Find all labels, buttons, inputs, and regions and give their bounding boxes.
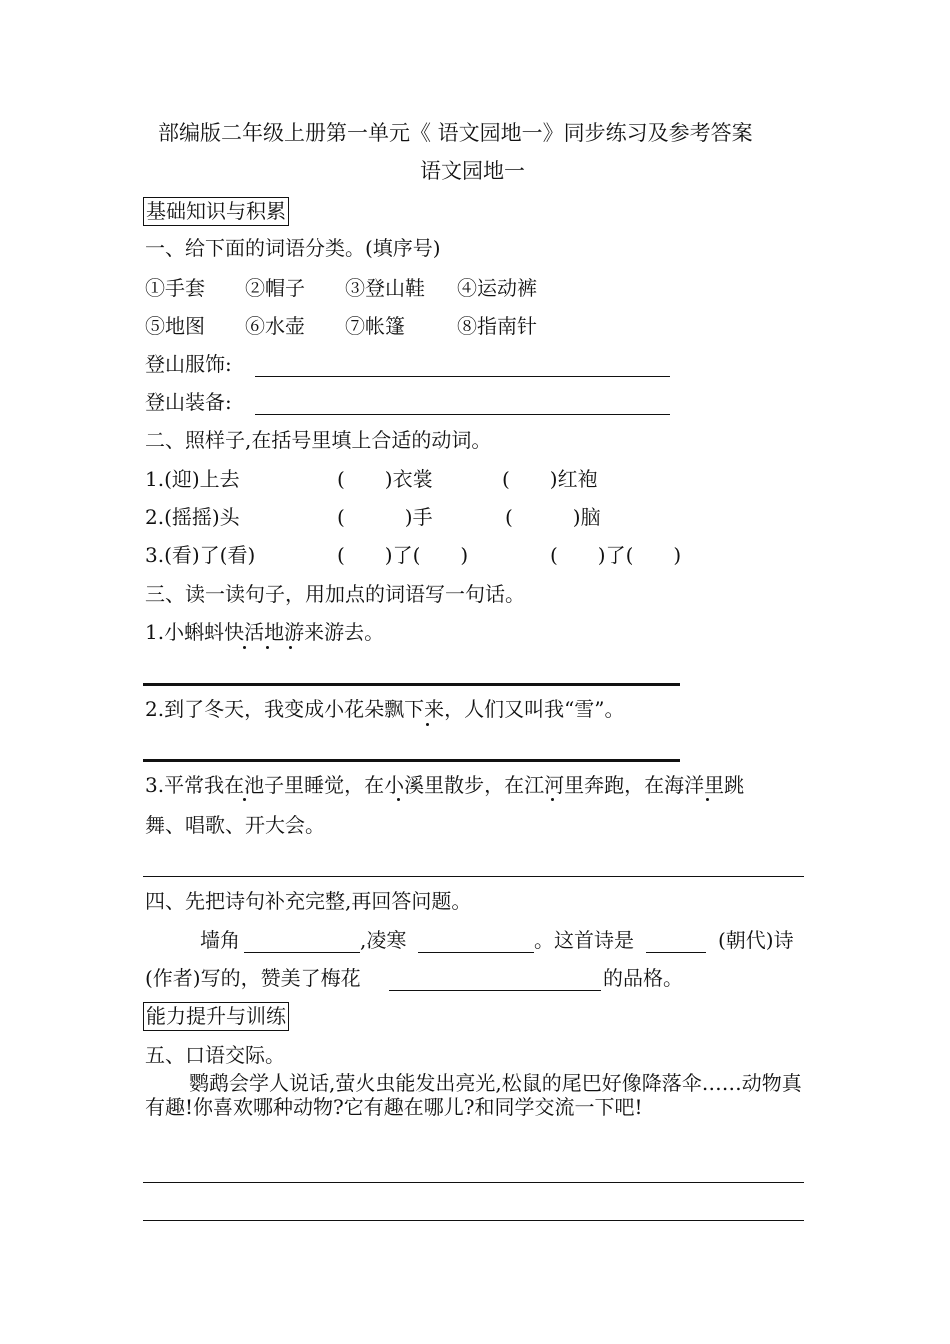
poem-text-5: (作者)写的，赞美了梅花 bbox=[145, 966, 361, 990]
q3-sentence-1: 1.小蝌蚪快活地游来游去。 bbox=[145, 620, 385, 644]
emphasis-dot bbox=[289, 646, 292, 649]
q1-item-7: ⑦帐篷 bbox=[345, 314, 405, 338]
poem-text-6: 的品格。 bbox=[603, 966, 683, 990]
q1-heading: 一、给下面的词语分类。(填序号) bbox=[145, 236, 441, 260]
answer-line-clothing[interactable] bbox=[255, 376, 670, 377]
emphasis-dot bbox=[551, 798, 554, 801]
section-heading-ability: 能力提升与训练 bbox=[143, 1002, 289, 1031]
emphasis-dot bbox=[243, 798, 246, 801]
poem-blank-1[interactable] bbox=[244, 952, 360, 953]
q3-sentence-3a: 3.平常我在池子里睡觉，在小溪里散步，在江河里奔跑，在海洋里跳 bbox=[145, 773, 745, 797]
quality-blank[interactable] bbox=[389, 990, 601, 991]
poem-text-2: ,凌寒 bbox=[360, 928, 407, 952]
q1-item-2: ②帽子 bbox=[245, 276, 305, 300]
q4-heading: 四、先把诗句补充完整,再回答问题。 bbox=[145, 889, 472, 913]
poem-text-4: (朝代)诗 bbox=[718, 928, 794, 952]
q2-row3-example: 3.(看)了(看) bbox=[145, 543, 256, 567]
poem-text-1: 墙角 bbox=[200, 928, 240, 952]
poem-blank-2[interactable] bbox=[418, 952, 534, 953]
q1-item-3: ③登山鞋 bbox=[345, 276, 425, 300]
poem-text-3: 。这首诗是 bbox=[534, 928, 634, 952]
q3-heading: 三、读一读句子，用加点的词语写一句话。 bbox=[145, 582, 525, 606]
emphasis-dot bbox=[397, 798, 400, 801]
q5-heading: 五、口语交际。 bbox=[145, 1043, 285, 1067]
answer-line-s1[interactable] bbox=[143, 683, 680, 686]
document-subtitle: 语文园地一 bbox=[420, 159, 525, 183]
section-heading-basics: 基础知识与积累 bbox=[143, 197, 289, 226]
answer-line-s2[interactable] bbox=[143, 759, 680, 762]
answer-line-q5-2[interactable] bbox=[143, 1220, 804, 1221]
dynasty-blank[interactable] bbox=[646, 952, 706, 953]
q3-sentence-3b: 舞、唱歌、开大会。 bbox=[145, 813, 325, 837]
q1-label-equipment: 登山装备: bbox=[145, 390, 232, 414]
emphasis-dot bbox=[706, 798, 709, 801]
q2-row2-example: 2.(摇摇)头 bbox=[145, 505, 240, 529]
q1-item-8: ⑧指南针 bbox=[457, 314, 537, 338]
q2-row2-blank2[interactable]: ( )脑 bbox=[505, 505, 601, 529]
q2-heading: 二、照样子,在括号里填上合适的动词。 bbox=[145, 428, 492, 452]
q3-sentence-2: 2.到了冬天，我变成小花朵飘下来，人们又叫我“雪”。 bbox=[145, 697, 625, 721]
answer-line-s3[interactable] bbox=[143, 876, 804, 877]
q2-row2-blank1[interactable]: ( )手 bbox=[337, 505, 433, 529]
q2-row1-blank1[interactable]: ( )衣裳 bbox=[337, 467, 433, 491]
q1-item-1: ①手套 bbox=[145, 276, 205, 300]
emphasis-dot bbox=[426, 723, 429, 726]
emphasis-dot bbox=[243, 646, 246, 649]
q1-item-4: ④运动裤 bbox=[457, 276, 537, 300]
emphasis-dot bbox=[266, 646, 269, 649]
q2-row1-blank2[interactable]: ( )红袍 bbox=[502, 467, 598, 491]
q1-item-6: ⑥水壶 bbox=[245, 314, 305, 338]
q2-row3-blank1[interactable]: ( )了( ) bbox=[337, 543, 469, 567]
q5-body: 鹦鹉会学人说话,萤火虫能发出亮光,松鼠的尾巴好像降落伞……动物真有趣!你喜欢哪种动物?它有趣在哪儿?和同学交流一下吧! bbox=[145, 1071, 802, 1119]
answer-line-q5-1[interactable] bbox=[143, 1182, 804, 1183]
q2-row1-example: 1.(迎)上去 bbox=[145, 467, 240, 491]
answer-line-equipment[interactable] bbox=[255, 414, 670, 415]
q1-label-clothing: 登山服饰: bbox=[145, 352, 232, 376]
document-title: 部编版二年级上册第一单元《 语文园地一》同步练习及参考答案 bbox=[158, 121, 753, 145]
q2-row3-blank2[interactable]: ( )了( ) bbox=[550, 543, 682, 567]
q1-item-5: ⑤地图 bbox=[145, 314, 205, 338]
